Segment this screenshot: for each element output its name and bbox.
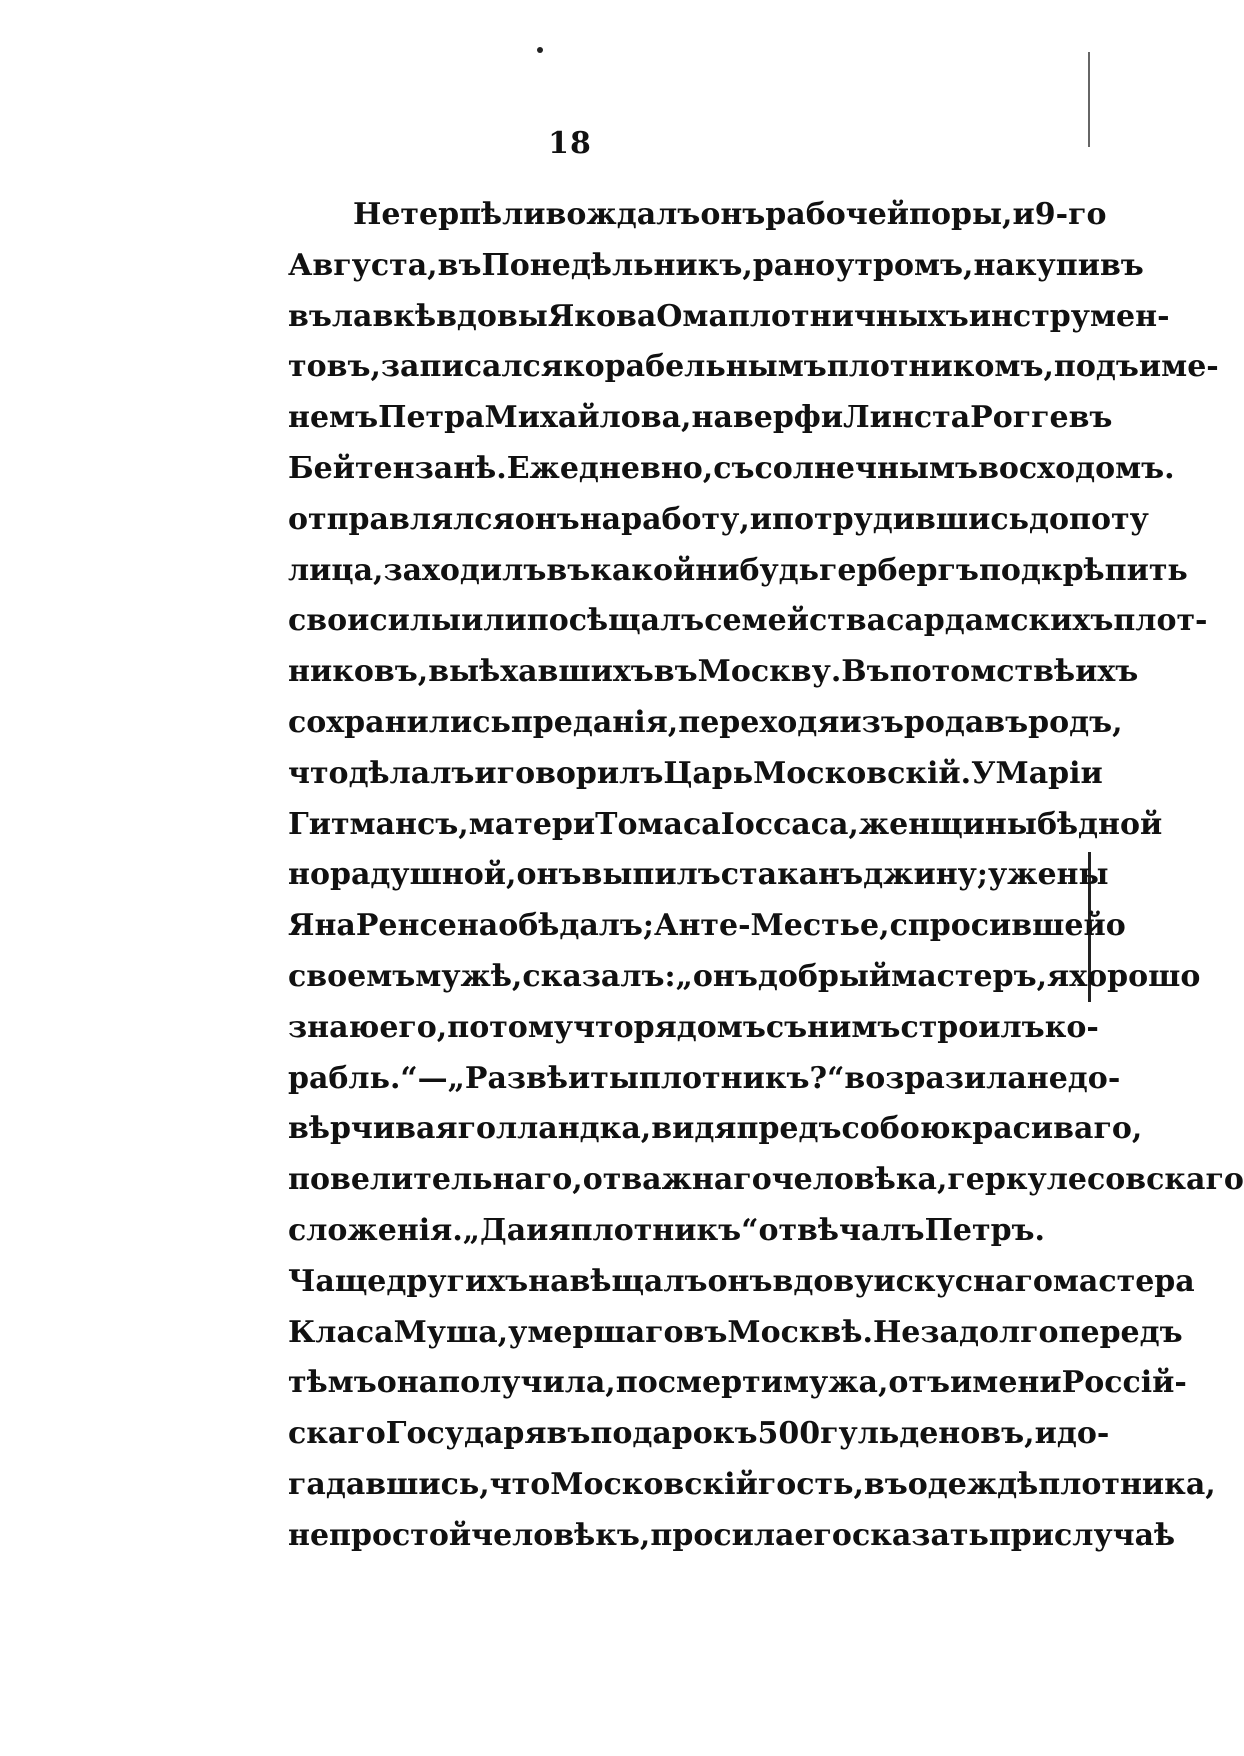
- word: солнечнымъ: [754, 450, 979, 486]
- word: въ: [984, 704, 1029, 740]
- word: онъ: [516, 857, 582, 893]
- word: просила: [650, 1517, 795, 1553]
- word: матери: [468, 806, 596, 842]
- word: добрый: [757, 958, 892, 994]
- word: корабельнымъ: [563, 349, 827, 385]
- word: на: [579, 501, 622, 537]
- word: мужа,: [782, 1365, 889, 1401]
- word: име-: [1138, 349, 1219, 385]
- word: гадавшись,: [288, 1466, 490, 1502]
- text-line: [288, 952, 1201, 1003]
- word: дѣлалъ: [348, 755, 475, 791]
- word: что: [489, 1466, 551, 1502]
- word: обѣдалъ;: [498, 908, 655, 944]
- word: Якова: [547, 298, 657, 334]
- word: потому: [447, 1009, 574, 1045]
- text-line: [288, 241, 1144, 292]
- word: отважнаго: [582, 1162, 772, 1198]
- word: сардамскихъ: [886, 603, 1114, 639]
- word: на: [691, 400, 733, 436]
- ink-dot: [537, 47, 543, 53]
- word: въ: [863, 1466, 908, 1502]
- text-line: [288, 1460, 1216, 1511]
- word: инструмен-: [968, 298, 1170, 334]
- word: Петръ.: [924, 1212, 1046, 1248]
- word: получила,: [438, 1365, 616, 1401]
- word: Чаще: [288, 1263, 387, 1299]
- word: подкрѣпить: [978, 552, 1188, 588]
- word: выпилъ: [581, 857, 721, 893]
- text-line: [288, 1308, 1183, 1359]
- word: строилъ: [900, 1009, 1045, 1045]
- word: никовъ,: [288, 654, 429, 690]
- word: бѣдной: [1036, 806, 1163, 842]
- word: одеждѣ: [907, 1466, 1039, 1502]
- word: „Развѣ: [447, 1060, 568, 1096]
- word: простой: [329, 1517, 472, 1553]
- text-line: [288, 1409, 1110, 1460]
- text-line: [288, 444, 1175, 495]
- word: плотничныхъ: [727, 298, 969, 334]
- text-line: [288, 800, 1163, 851]
- word: знаю: [288, 1009, 380, 1045]
- word: онъ: [700, 197, 766, 232]
- word: Рогге: [970, 400, 1069, 436]
- word: Государя: [385, 1416, 547, 1452]
- word: и: [1012, 197, 1035, 232]
- word: скаго: [288, 1416, 386, 1452]
- word: рода: [903, 704, 985, 740]
- text-line: [288, 749, 1103, 800]
- word: мастера: [1052, 1263, 1195, 1299]
- word: навѣщалъ: [528, 1263, 708, 1299]
- word: въ: [653, 654, 698, 690]
- word: его,: [379, 1009, 448, 1045]
- word: но: [288, 857, 330, 893]
- page-number: 18: [548, 126, 592, 161]
- word: У: [971, 755, 996, 791]
- word: Понедѣльникъ,: [481, 247, 753, 283]
- word: заходилъ: [383, 552, 547, 588]
- text-line: [288, 546, 1188, 597]
- word: семейства: [704, 603, 887, 639]
- word: верфи: [732, 400, 844, 436]
- word: Ома: [656, 298, 728, 334]
- word: собою: [841, 1111, 951, 1147]
- text-line: [288, 596, 1208, 647]
- word: что: [573, 1009, 634, 1045]
- text-line: [288, 1358, 1187, 1409]
- word: при: [988, 1517, 1055, 1553]
- word: отъ: [888, 1365, 951, 1401]
- word: умершаго: [508, 1314, 684, 1350]
- text-line: [288, 1054, 1121, 1105]
- word: тѣмъ: [288, 1365, 377, 1401]
- word: говорилъ: [496, 755, 664, 791]
- word: геркулесовскаго: [947, 1162, 1244, 1198]
- word: немъ: [288, 400, 379, 436]
- word: сохранились: [288, 704, 511, 740]
- word: плотникъ?“: [638, 1060, 845, 1096]
- text-line: [288, 1003, 1099, 1054]
- word: другихъ: [386, 1263, 529, 1299]
- word: Незадолго: [872, 1314, 1059, 1350]
- word: стаканъ: [720, 857, 864, 893]
- word: Петра: [378, 400, 485, 436]
- text-line: [288, 1511, 1176, 1562]
- word: рабочей: [765, 197, 910, 232]
- word: женщины: [858, 806, 1037, 842]
- word: рядомъ: [633, 1009, 766, 1045]
- word: у: [987, 857, 1008, 893]
- word: ты: [590, 1060, 639, 1096]
- word: съ: [713, 450, 755, 486]
- word: ко-: [1044, 1009, 1099, 1045]
- word: выѣхавшихъ: [428, 654, 654, 690]
- word: свои: [288, 603, 370, 639]
- word: имени: [950, 1365, 1062, 1401]
- body-text: [288, 190, 1244, 1562]
- word: сложенія.: [288, 1212, 463, 1248]
- word: потрудившись: [772, 501, 1029, 537]
- word: подарокъ: [590, 1416, 758, 1452]
- word: въ: [546, 552, 591, 588]
- word: нибудь: [695, 552, 820, 588]
- word: и: [474, 755, 497, 791]
- word: сказалъ:: [522, 958, 676, 994]
- word: его: [794, 1517, 852, 1553]
- word: рабль.“: [288, 1060, 418, 1096]
- word: какой: [590, 552, 696, 588]
- word: по: [615, 1365, 658, 1401]
- word: повелительнаго,: [288, 1162, 583, 1198]
- word: Москву.: [697, 654, 842, 690]
- text-line: [288, 1257, 1195, 1308]
- word: Августа,: [288, 247, 438, 283]
- word: и: [749, 501, 773, 537]
- word: или: [461, 603, 527, 639]
- word: и: [526, 1212, 549, 1248]
- word: и: [1034, 1416, 1057, 1452]
- word: работу,: [621, 501, 750, 537]
- word: спросившей: [889, 908, 1106, 944]
- word: въ: [288, 298, 332, 334]
- word: гость,: [757, 1466, 864, 1502]
- word: „Да: [462, 1212, 527, 1248]
- text-line: [288, 901, 1126, 952]
- word: Московскій.: [753, 755, 972, 791]
- word: Гитмансъ,: [288, 806, 469, 842]
- word: предъ: [736, 1111, 842, 1147]
- word: возразила: [844, 1060, 1027, 1096]
- word: хорошо: [1069, 958, 1201, 994]
- text-line: [288, 495, 1149, 546]
- word: родъ,: [1028, 704, 1123, 740]
- word: голландка,: [457, 1111, 652, 1147]
- text-line: [288, 393, 1113, 444]
- word: Россій-: [1061, 1365, 1187, 1401]
- word: Муша,: [393, 1314, 509, 1350]
- word: 500: [757, 1416, 821, 1452]
- word: поры,: [909, 197, 1013, 232]
- word: случаѣ: [1054, 1517, 1176, 1553]
- word: что: [288, 755, 349, 791]
- word: смерти: [657, 1365, 783, 1401]
- word: ихъ: [1075, 654, 1139, 690]
- word: передъ: [1058, 1314, 1183, 1350]
- text-line: [288, 1104, 1143, 1155]
- word: отвѣчалъ: [758, 1212, 925, 1248]
- word: Московскій: [550, 1466, 758, 1502]
- word: я: [548, 1212, 571, 1248]
- word: съ: [765, 1009, 808, 1045]
- word: не: [288, 1517, 330, 1553]
- word: недо-: [1026, 1060, 1121, 1096]
- word: Анте-Местье,: [654, 908, 890, 944]
- word: плот-: [1113, 603, 1208, 639]
- word: онъ: [514, 501, 580, 537]
- word: въ: [437, 247, 482, 283]
- word: плотникомъ,: [826, 349, 1054, 385]
- word: искуснаго: [873, 1263, 1053, 1299]
- word: гербергъ: [819, 552, 979, 588]
- word: Томаса: [595, 806, 721, 842]
- word: гульденовъ,: [820, 1416, 1035, 1452]
- word: Царь: [663, 755, 754, 791]
- word: сказать: [851, 1517, 989, 1553]
- word: радушной,: [329, 857, 517, 893]
- text-line: [288, 342, 1219, 393]
- word: человѣкъ,: [471, 1517, 651, 1553]
- word: Класа: [288, 1314, 394, 1350]
- word: преданія,: [510, 704, 679, 740]
- word: до: [1029, 501, 1070, 537]
- word: вѣрчивая: [288, 1111, 458, 1147]
- word: Іоссаса,: [720, 806, 859, 842]
- word: Михайлова,: [484, 400, 692, 436]
- text-line: [288, 190, 1107, 241]
- word: красиваго,: [950, 1111, 1143, 1147]
- word: мужѣ,: [415, 958, 523, 994]
- word: „онъ: [675, 958, 758, 994]
- word: въ: [683, 1314, 728, 1350]
- word: потомствѣ: [889, 654, 1076, 690]
- word: до-: [1056, 1416, 1110, 1452]
- word: утромъ,: [835, 247, 974, 283]
- word: записался: [380, 349, 563, 385]
- word: ждалъ: [586, 197, 701, 232]
- word: лавкѣ: [331, 298, 437, 334]
- word: лица,: [288, 552, 384, 588]
- word: подъ: [1053, 349, 1139, 385]
- word: жены: [1007, 857, 1109, 893]
- text-line: [288, 698, 1123, 749]
- word: вдовы: [436, 298, 548, 334]
- word: плотника,: [1038, 1466, 1216, 1502]
- word: Бейтензанѣ.: [288, 450, 507, 486]
- word: я: [1047, 958, 1070, 994]
- text-line: [288, 1155, 1244, 1206]
- word: видя: [651, 1111, 737, 1147]
- word: рано: [752, 247, 836, 283]
- word: въ: [1068, 400, 1113, 436]
- word: и: [567, 1060, 591, 1096]
- text-line: [288, 1206, 1044, 1257]
- word: вдову: [772, 1263, 874, 1299]
- word: товъ,: [288, 349, 381, 385]
- word: поту: [1069, 501, 1149, 537]
- word: Ежедневно,: [506, 450, 714, 486]
- word: Маріи: [995, 755, 1103, 791]
- text-line: [288, 647, 1139, 698]
- word: посѣщалъ: [526, 603, 705, 639]
- word: переходя: [678, 704, 840, 740]
- word: Линста: [843, 400, 971, 436]
- word: восходомъ.: [978, 450, 1175, 486]
- word: изъ: [839, 704, 904, 740]
- word: Москвѣ.: [727, 1314, 873, 1350]
- word: Нетерпѣливо: [353, 197, 587, 232]
- word: онъ: [707, 1263, 773, 1299]
- word: Въ: [841, 654, 890, 690]
- word: мастеръ,: [891, 958, 1048, 994]
- word: 9-го: [1034, 197, 1107, 232]
- word: накупивъ: [973, 247, 1144, 283]
- word: своемъ: [288, 958, 416, 994]
- word: о: [1105, 908, 1126, 944]
- word: въ: [546, 1416, 591, 1452]
- text-line: [288, 292, 1170, 343]
- word: джину;: [863, 857, 988, 893]
- word: нимъ: [807, 1009, 901, 1045]
- word: плотникъ“: [570, 1212, 759, 1248]
- word: отправлялся: [288, 501, 515, 537]
- word: силы: [369, 603, 462, 639]
- word: человѣка,: [771, 1162, 948, 1198]
- word: Яна: [288, 908, 356, 944]
- text-line: [288, 850, 1109, 901]
- word: Ренсена: [355, 908, 499, 944]
- word: она: [376, 1365, 439, 1401]
- word: —: [417, 1060, 448, 1096]
